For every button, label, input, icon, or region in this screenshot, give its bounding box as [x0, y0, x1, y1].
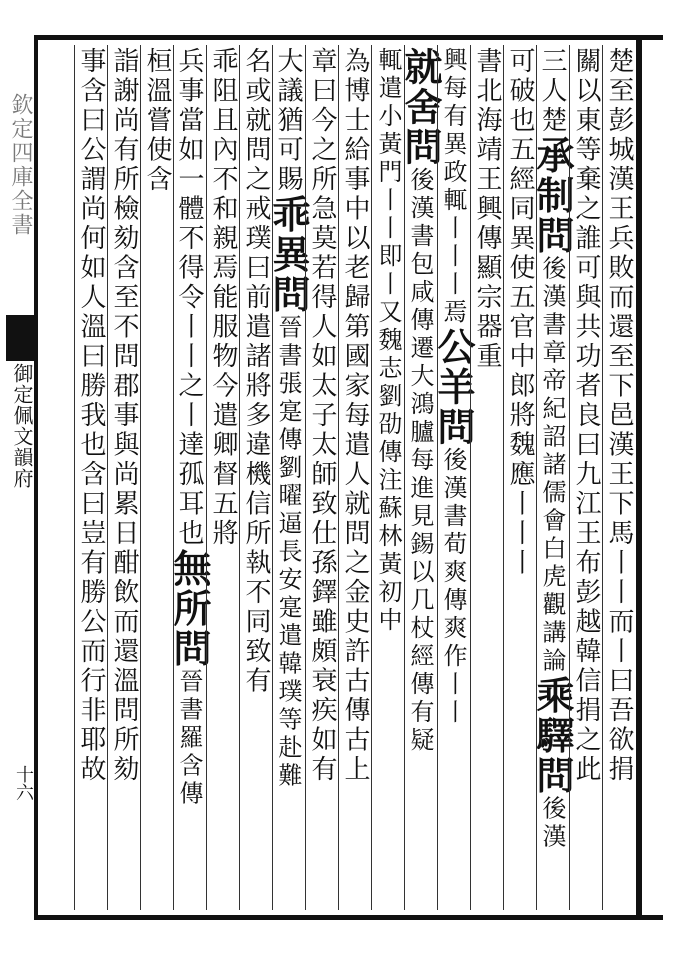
text-column-6: 興每有異政輒丨丨丨焉公羊問後漢書荀爽傳爽作丨丨 — [437, 45, 470, 910]
text-column-1: 楚至彭城漢王兵敗而還至下邑漢王下馬丨丨而丨曰吾欲捐 — [602, 45, 635, 910]
text-column-5: 書北海靖王興傳顯宗器重 — [470, 45, 503, 910]
text-column-12: 名或就問之戒璞曰前遣諸將多違機信所執不同致有 — [239, 45, 272, 910]
text-column-9: 為博士給事中以老歸第國家每遣人就問之金史許古傳古上 — [338, 45, 371, 910]
text-column-7: 就舍問後漢書包咸傳遷大鴻臚每進見錫以几杖經傳有疑 — [404, 45, 437, 910]
text-columns — [40, 45, 635, 910]
text-column-13: 乖阻且內不和親焉能服物今遣卿督五將 — [206, 45, 239, 910]
text-column-17: 事含曰公謂尚何如人溫曰勝我也含曰豈有勝公而行非耶故 — [74, 45, 107, 910]
heading-cheng-zhi-wen: 承制問 — [530, 135, 575, 256]
text-column-3: 三人楚承制問後漢書章帝紀詔諸儒會白虎觀講論乘驛問後漢 — [536, 45, 569, 910]
bottom-border — [34, 915, 663, 920]
heading-gong-yang-wen: 公羊問 — [431, 327, 476, 447]
margin-page-number: 十六 — [13, 765, 34, 801]
top-border — [34, 35, 663, 40]
text-column-8: 輒遣小黃門丨丨即丨又魏志劉劭傳注蘇林黃初中 — [371, 45, 404, 910]
fish-tail-mark-icon — [6, 315, 34, 361]
margin-volume-label: 欽定四庫全書 — [8, 93, 33, 237]
heading-guai-yi-wen: 乖異問 — [266, 194, 311, 315]
heading-jiu-she-wen: 就舍問 — [398, 47, 443, 167]
fore-edge-margin — [2, 45, 32, 905]
text-column-16: 詣謝尚有所檢劾含至不問郡事與尚累日酣飲而還溫問所劾 — [107, 45, 140, 910]
text-column-14: 兵事當如一體不得令丨丨之丨達孤耳也無所問晉書羅含傳 — [173, 45, 206, 910]
margin-book-title: 御定佩文韻府 — [10, 363, 34, 489]
text-column-18 — [41, 45, 74, 910]
text-column-4: 可破也五經同異使五官中郎將魏應丨丨丨 — [503, 45, 536, 910]
heading-wu-suo-wen: 無所問 — [167, 548, 212, 669]
text-column-10: 章曰今之所急莫若得人如太子太師致仕孫鐸雖頗衰疾如有 — [305, 45, 338, 910]
heading-cheng-yi-wen: 乘驛問 — [530, 675, 575, 796]
text-column-11: 大議猶可賜乖異問晉書張寔傳劉曜逼長安寔遣韓璞等赴難 — [272, 45, 305, 910]
text-column-2: 關以東等棄之誰可與共功者良曰九江王布彭越韓信捐之此 — [569, 45, 602, 910]
right-border — [636, 35, 642, 920]
text-column-15: 桓溫嘗使含 — [140, 45, 173, 910]
